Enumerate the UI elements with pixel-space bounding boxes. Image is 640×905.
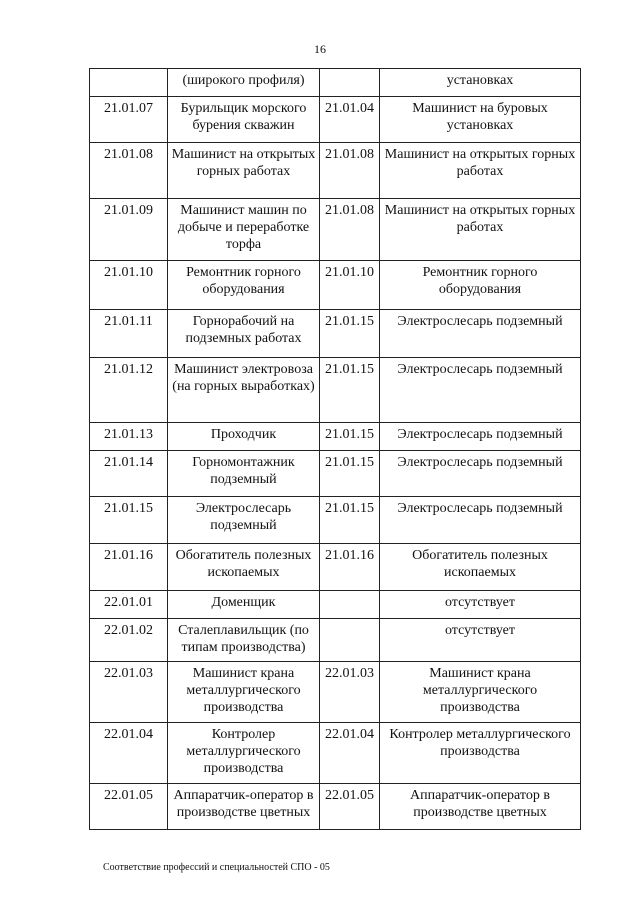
old-name-cell: Аппаратчик-оператор в производстве цветных xyxy=(168,784,320,830)
table-row xyxy=(90,358,581,423)
new-name-cell: Электрослесарь подземный xyxy=(380,358,581,423)
new-name-cell: Электрослесарь подземный xyxy=(380,423,581,451)
table-row xyxy=(90,451,581,497)
table-row xyxy=(90,784,581,830)
new-code-cell: 21.01.15 xyxy=(320,423,380,451)
table-row xyxy=(90,69,581,97)
table-row xyxy=(90,591,581,619)
old-name-cell: Машинист на открытых горных работах xyxy=(168,143,320,199)
new-name-cell: Контролер металлургического производства xyxy=(380,723,581,784)
table-row xyxy=(90,423,581,451)
new-code-cell: 21.01.15 xyxy=(320,497,380,544)
old-code-cell: 21.01.12 xyxy=(90,358,168,423)
old-name-cell: Обогатитель полезных ископаемых xyxy=(168,544,320,591)
new-code-cell: 21.01.08 xyxy=(320,199,380,261)
table-row xyxy=(90,619,581,662)
new-name-cell: Электрослесарь подземный xyxy=(380,451,581,497)
old-code-cell: 21.01.14 xyxy=(90,451,168,497)
table-row xyxy=(90,662,581,723)
old-code-cell: 21.01.16 xyxy=(90,544,168,591)
new-code-cell: 22.01.04 xyxy=(320,723,380,784)
new-name-cell: Ремонтник горного оборудования xyxy=(380,261,581,310)
old-name-cell: Ремонтник горного оборудования xyxy=(168,261,320,310)
new-name-cell: Электрослесарь подземный xyxy=(380,310,581,358)
old-code-cell: 21.01.08 xyxy=(90,143,168,199)
old-name-cell: Машинист машин по добыче и переработке торфа xyxy=(168,199,320,261)
old-code-cell: 21.01.11 xyxy=(90,310,168,358)
old-name-cell: Машинист электровоза (на горных выработках) xyxy=(168,358,320,423)
table-row xyxy=(90,497,581,544)
old-code-cell: 22.01.03 xyxy=(90,662,168,723)
old-code-cell: 22.01.04 xyxy=(90,723,168,784)
old-code-cell: 22.01.02 xyxy=(90,619,168,662)
table-row xyxy=(90,261,581,310)
page-number: 16 xyxy=(314,42,326,56)
old-name-cell: Горномонтажник подземный xyxy=(168,451,320,497)
new-code-cell: 21.01.08 xyxy=(320,143,380,199)
new-code-cell: 22.01.03 xyxy=(320,662,380,723)
old-name-cell: Контролер металлургического производства xyxy=(168,723,320,784)
professions-table xyxy=(89,68,581,830)
new-code-cell xyxy=(320,619,380,662)
table-row xyxy=(90,199,581,261)
new-code-cell: 21.01.15 xyxy=(320,358,380,423)
page-footer: Соответствие профессий и специальностей СПО - 05 xyxy=(103,862,330,873)
old-name-cell: Проходчик xyxy=(168,423,320,451)
table-body xyxy=(90,69,581,830)
new-code-cell xyxy=(320,69,380,97)
old-name-cell: Машинист крана металлургического производства xyxy=(168,662,320,723)
old-name-cell: Бурильщик морского бурения скважин xyxy=(168,97,320,143)
new-code-cell: 21.01.16 xyxy=(320,544,380,591)
new-name-cell: установках xyxy=(380,69,581,97)
new-name-cell: Электрослесарь подземный xyxy=(380,497,581,544)
old-name-cell: Сталеплавильщик (по типам производства) xyxy=(168,619,320,662)
old-code-cell: 22.01.01 xyxy=(90,591,168,619)
table-row xyxy=(90,310,581,358)
new-name-cell: Машинист на буровых установках xyxy=(380,97,581,143)
old-code-cell: 22.01.05 xyxy=(90,784,168,830)
old-code-cell: 21.01.09 xyxy=(90,199,168,261)
new-code-cell: 22.01.05 xyxy=(320,784,380,830)
old-code-cell: 21.01.15 xyxy=(90,497,168,544)
old-name-cell: Горнорабочий на подземных работах xyxy=(168,310,320,358)
old-name-cell: Доменщик xyxy=(168,591,320,619)
old-name-cell: Электрослесарь подземный xyxy=(168,497,320,544)
new-code-cell: 21.01.04 xyxy=(320,97,380,143)
table-row xyxy=(90,97,581,143)
new-code-cell: 21.01.15 xyxy=(320,451,380,497)
new-name-cell: Машинист на открытых горных работах xyxy=(380,199,581,261)
old-code-cell: 21.01.13 xyxy=(90,423,168,451)
new-code-cell: 21.01.15 xyxy=(320,310,380,358)
new-code-cell xyxy=(320,591,380,619)
new-name-cell: отсутствует xyxy=(380,619,581,662)
table-row xyxy=(90,143,581,199)
old-code-cell: 21.01.10 xyxy=(90,261,168,310)
new-name-cell: Машинист крана металлургического производства xyxy=(380,662,581,723)
table-row xyxy=(90,544,581,591)
old-name-cell: (широкого профиля) xyxy=(168,69,320,97)
new-name-cell: Аппаратчик-оператор в производстве цветных xyxy=(380,784,581,830)
old-code-cell xyxy=(90,69,168,97)
old-code-cell: 21.01.07 xyxy=(90,97,168,143)
new-name-cell: Машинист на открытых горных работах xyxy=(380,143,581,199)
table-row xyxy=(90,723,581,784)
new-code-cell: 21.01.10 xyxy=(320,261,380,310)
new-name-cell: отсутствует xyxy=(380,591,581,619)
new-name-cell: Обогатитель полезных ископаемых xyxy=(380,544,581,591)
